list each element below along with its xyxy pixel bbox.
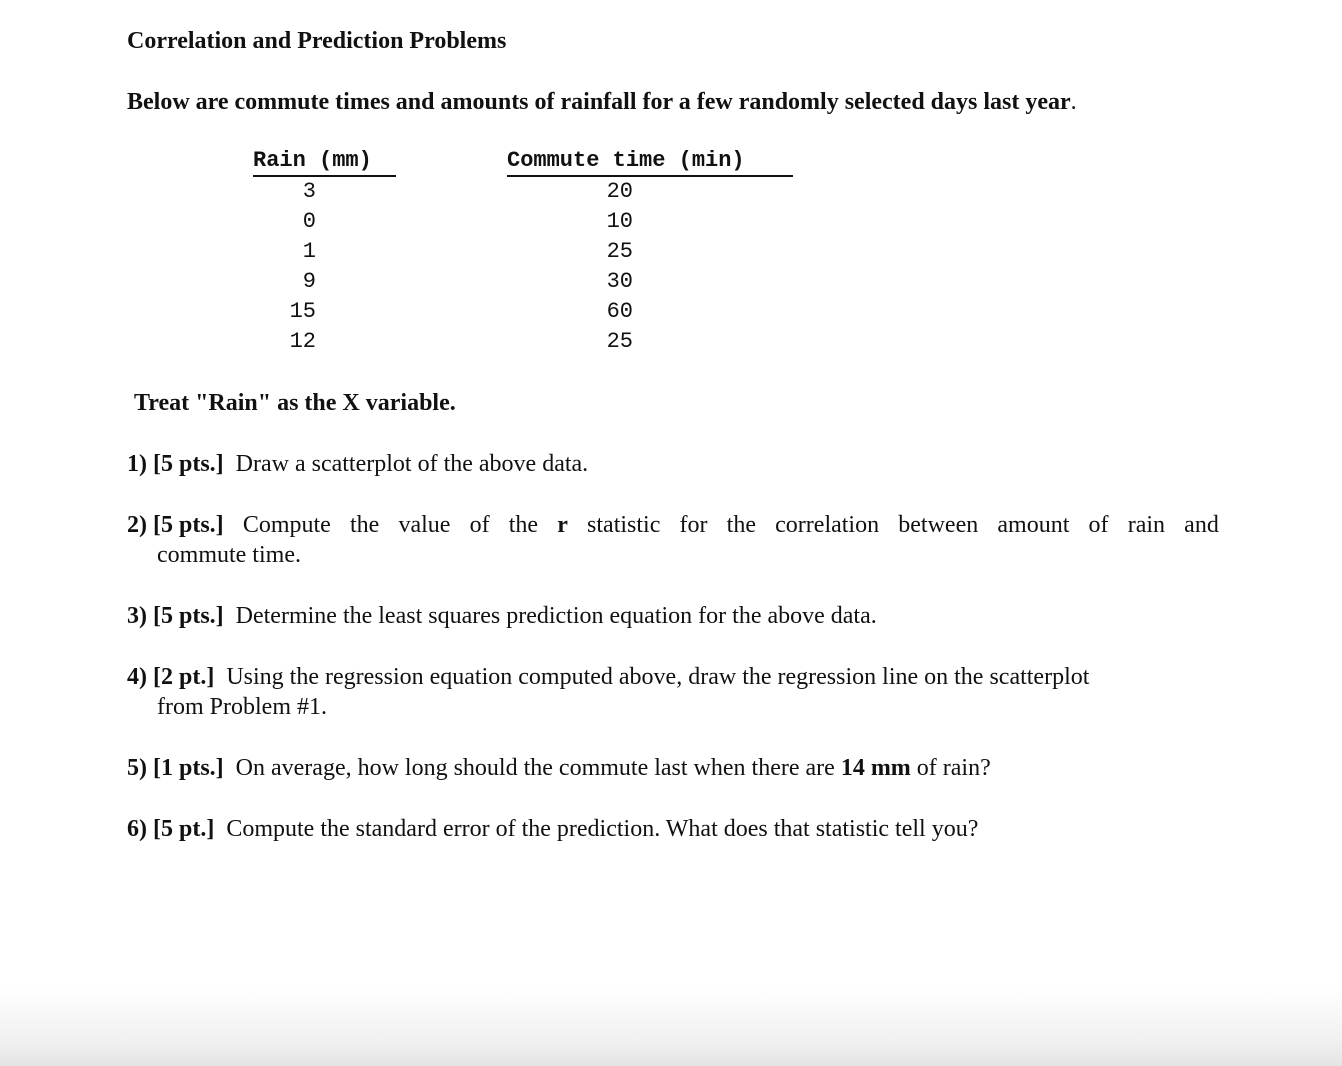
commute-cell: 60 xyxy=(606,299,633,324)
question-word: correlation xyxy=(775,512,880,538)
question-6 xyxy=(127,814,978,844)
r-symbol: r xyxy=(557,512,568,538)
document-title: Correlation and Prediction Problems xyxy=(127,28,507,54)
question-word: of xyxy=(469,512,490,538)
rain-amount: 14 mm xyxy=(840,755,911,781)
question-word: value xyxy=(398,512,451,538)
question-number: 4) [2 pt.] xyxy=(127,664,215,690)
commute-cell: 20 xyxy=(606,179,633,204)
question-word: between xyxy=(898,512,979,538)
question-number: 6) [5 pt.] xyxy=(127,816,215,842)
question-word: for xyxy=(679,512,708,538)
commute-column-header: Commute time (min) xyxy=(507,148,793,177)
rain-cell: 12 xyxy=(289,329,316,354)
question-word: the xyxy=(349,512,380,538)
commute-column xyxy=(583,177,633,357)
rain-cell: 3 xyxy=(302,179,316,204)
question-number: 5) [1 pts.] xyxy=(127,755,224,781)
question-3 xyxy=(127,601,877,631)
question-text: On average, how long should the commute last when there are xyxy=(235,755,835,781)
commute-cell: 25 xyxy=(606,329,633,354)
question-number: 2) [5 pts.] xyxy=(127,512,224,538)
question-word: rain xyxy=(1127,512,1166,538)
question-continuation: from Problem #1. xyxy=(157,694,327,720)
intro-text xyxy=(127,89,1077,116)
question-word: Compute xyxy=(242,512,331,538)
question-word: of xyxy=(1088,512,1109,538)
question-line xyxy=(127,662,1089,692)
question-word: the xyxy=(508,512,539,538)
question-text: Draw a scatterplot of the above data. xyxy=(235,451,589,477)
commute-cell: 10 xyxy=(606,209,633,234)
treat-instruction: Treat "Rain" as the X variable. xyxy=(134,390,456,416)
question-1 xyxy=(127,449,588,479)
question-text: Compute the standard error of the prediction. What does that statistic tell you? xyxy=(226,816,979,842)
question-number: 1) [5 pts.] xyxy=(127,451,224,477)
intro-period: . xyxy=(1070,89,1077,115)
rain-cell: 0 xyxy=(302,209,316,234)
question-word: amount xyxy=(997,512,1070,538)
intro-sentence: Below are commute times and amounts of rainfall for a few randomly selected days last year xyxy=(127,89,1071,115)
rain-cell: 1 xyxy=(302,239,316,264)
rain-column-header: Rain (mm) xyxy=(253,148,396,177)
question-word: statistic xyxy=(587,512,661,538)
question-text: Using the regression equation computed above, draw the regression line on the scatterplot xyxy=(226,664,1090,690)
question-4 xyxy=(127,662,1089,722)
rain-cell: 9 xyxy=(302,269,316,294)
question-continuation: commute time. xyxy=(157,542,301,568)
question-text-end: of rain? xyxy=(916,755,991,781)
question-text: Determine the least squares prediction equation for the above data. xyxy=(235,603,877,629)
rain-cell: 15 xyxy=(289,299,316,324)
question-word: the xyxy=(726,512,756,538)
rain-column xyxy=(266,177,316,357)
commute-cell: 30 xyxy=(606,269,633,294)
commute-cell: 25 xyxy=(606,239,633,264)
question-word: and xyxy=(1184,512,1219,538)
question-number: 3) [5 pts.] xyxy=(127,603,224,629)
question-5 xyxy=(127,753,991,783)
question-line xyxy=(127,510,1219,540)
question-2 xyxy=(127,510,1219,570)
bottom-shadow xyxy=(0,986,1342,1066)
